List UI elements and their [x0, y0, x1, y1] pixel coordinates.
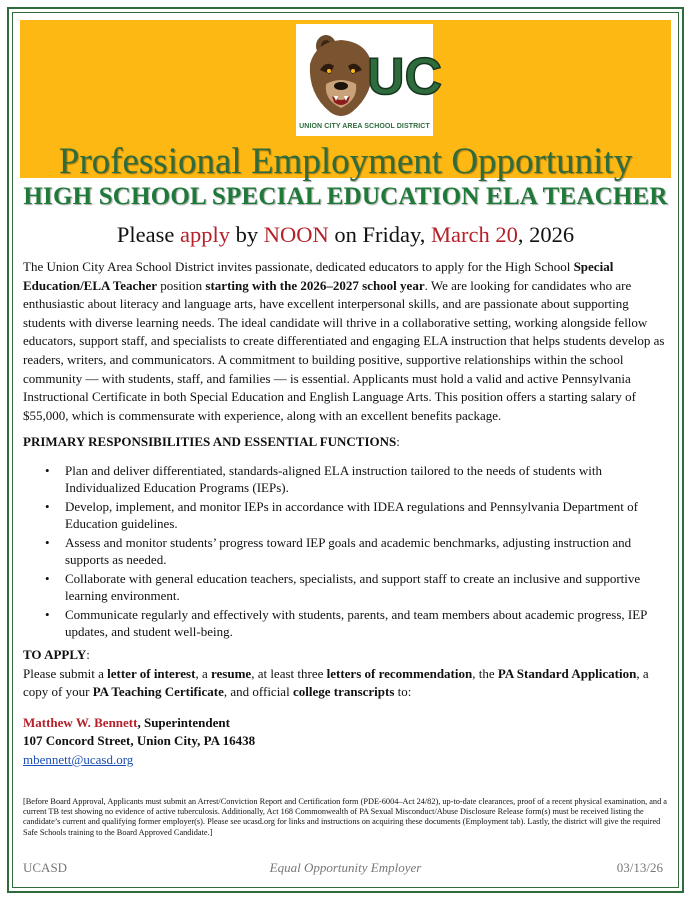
- banner-title: Professional Employment Opportunity: [58, 141, 633, 182]
- intro-paragraph: The Union City Area School District invites passionate, dedicated educators to apply for the High School Special Education/ELA Teacher position starting with the 2026–2027 school year. We are looking for candidates who are enthusiastic about literacy and language arts, have excellent interpersonal skills, and are passionate about supporting students with diverse learning needs. The ideal candidate will thrive in a collaborative setting, working alongside fellow educators, support staff, and specialists to create differentiated and engaging ELA instruction that helps students develop as readers, writers, and communicators. A commitment to building positive, supportive relationships within the school community — with students, staff, and families — is essential. Applicants must hold a valid and active Pennsylvania Instructional Certificate in both Special Education and English Language Arts. This position offers a starting salary of $55,000, which is commensurate with experience, along with an excellent benefits package.: [23, 259, 665, 423]
- deadline-date: March 20: [431, 222, 518, 247]
- position-title: HIGH SCHOOL SPECIAL EDUCATION ELA TEACHER: [23, 183, 668, 210]
- contact-name: Matthew W. Bennett: [23, 714, 138, 730]
- to-apply-heading: TO APPLY:: [23, 646, 90, 662]
- list-item: • Assess and monitor students’ progress toward IEP goals and academic benchmarks, adjusting instruction and supports as needed.: [45, 534, 632, 567]
- contact-email-link[interactable]: mbennett@ucasd.org: [23, 751, 134, 767]
- contact-title: , Superintendent: [137, 714, 230, 730]
- logo-letters: UC: [367, 48, 443, 106]
- fine-print: [Before Board Approval, Applicants must submit an Arrest/Conviction Report and Certification form (PDE-6004–Act 24/82), up-to-date clearances, proof of a recent physical examination, and a current TB test showing no evidence of active tuberculosis. Additionally, Act 168 Commonwealth of PA Sexual Misconduct/Abuse Disclosure Release form(s) must be received listing the candidate’s current and qualifying former employer(s). Please see ucasd.org for links and instructions on acquiring these documents (Employment tab). Lastly, the district will give the required Safe Schools training to the Board Approved Candidate.]: [23, 797, 667, 837]
- footer: [23, 860, 668, 878]
- list-item: • Develop, implement, and monitor IEPs in accordance with IDEA regulations and Pennsylvania Department of Education guidelines.: [45, 498, 638, 531]
- bear-logo-icon: [296, 24, 443, 124]
- bullet-icon: •: [45, 498, 50, 514]
- bullet-icon: •: [45, 534, 50, 550]
- list-item: • Collaborate with general education teachers, specialists, and support staff to create an inclusive and supportive learning environment.: [45, 570, 641, 603]
- application-deadline: Please apply by NOON on Friday, March 20, 2026: [116, 222, 575, 247]
- logo-district-name: UNION CITY AREA SCHOOL DISTRICT: [299, 123, 430, 130]
- noon-word: NOON: [263, 222, 329, 247]
- main-content: [23, 258, 668, 770]
- bullet-icon: •: [45, 570, 50, 586]
- apply-word: apply: [179, 222, 230, 247]
- district-logo: [296, 24, 443, 136]
- footer-date: 03/13/26: [616, 860, 663, 875]
- responsibilities-list: [23, 462, 668, 640]
- footer-left: UCASD: [23, 860, 68, 875]
- bullet-icon: •: [45, 606, 50, 622]
- list-item: • Plan and deliver differentiated, standards-aligned ELA instruction tailored to the needs of students with Individualized Education Programs (IEPs).: [45, 462, 602, 495]
- contact-name-line: [23, 714, 668, 733]
- bullet-icon: •: [45, 462, 50, 478]
- list-item: • Communicate regularly and effectively with students, parents, and team members about academic progress, IEP updates, and student well-being.: [45, 606, 647, 639]
- footer-center: Equal Opportunity Employer: [269, 860, 422, 875]
- contact-address: 107 Concord Street, Union City, PA 16438: [23, 733, 256, 749]
- header-banner: [20, 20, 671, 182]
- to-apply-instructions: Please submit a letter of interest, a resume, at least three letters of recommendation, the PA Standard Application, a copy of your PA Teaching Certificate, and official college transcripts to:: [23, 665, 649, 700]
- responsibilities-heading: PRIMARY RESPONSIBILITIES AND ESSENTIAL FUNCTIONS:: [23, 434, 400, 450]
